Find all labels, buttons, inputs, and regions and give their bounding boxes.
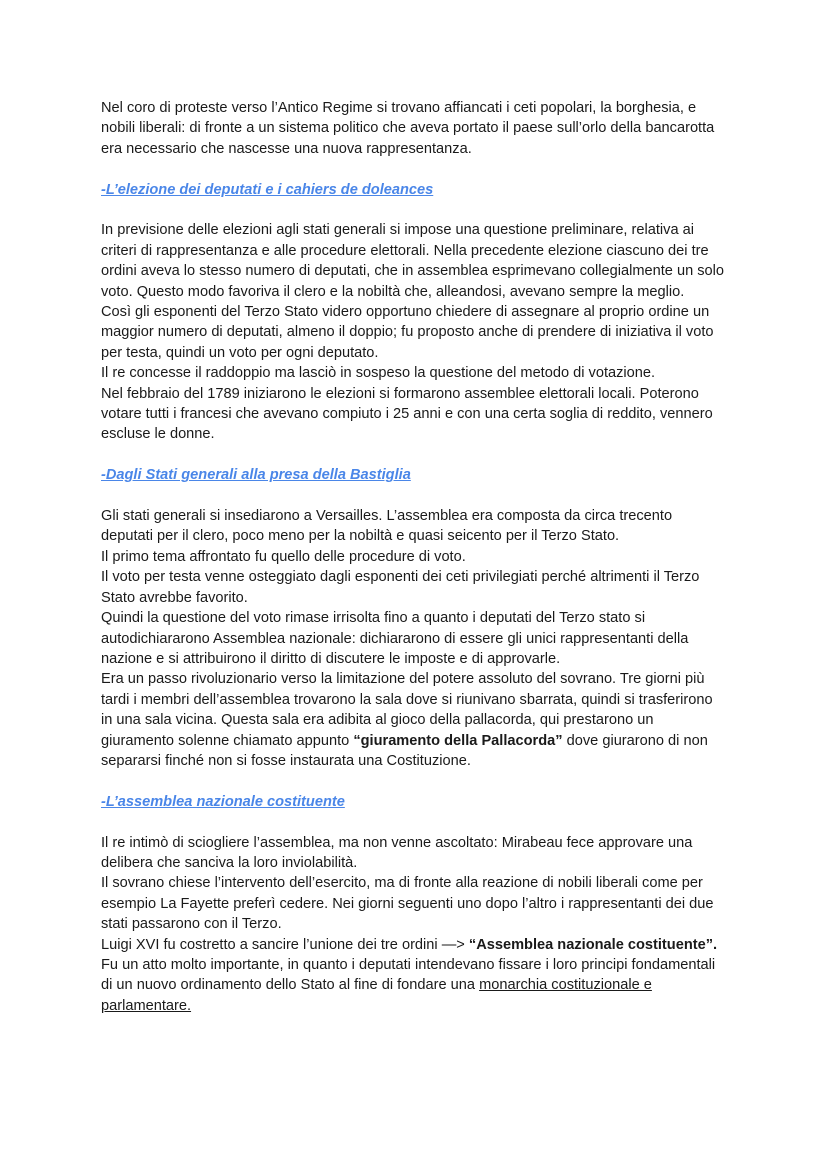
- bold-term-pallacorda: “giuramento della Pallacorda”: [353, 732, 563, 749]
- spacer: [101, 159, 728, 179]
- bold-term-assemblea: “Assemblea nazionale costituente”.: [468, 936, 718, 953]
- paragraph: Il voto per testa venne osteggiato dagli esponenti dei ceti privilegiati perché altrimenti il Terzo Stato avrebbe favorito.: [101, 569, 700, 606]
- paragraph: Quindi la questione del voto rimase irrisolta fino a quanto i deputati del Terzo stato si autodichiararono Assemblea nazionale: dichiararono di essere gli unici rappresentanti della nazione e si attribuirono il diritto di discutere le imposte e di approvarle.: [101, 610, 689, 667]
- spacer: [101, 200, 728, 220]
- paragraph: Il re concesse il raddoppio ma lasciò in sospeso la questione del metodo di votazione.: [101, 365, 656, 382]
- section-heading-stati-generali: -Dagli Stati generali alla presa della Bastiglia: [101, 467, 411, 484]
- paragraph: Il sovrano chiese l’intervento dell’esercito, ma di fronte alla reazione di nobili liberali come per esempio La Fayette preferì cedere. Nei giorni seguenti uno dopo l’altro i rappresentanti dei due stati passarono con il Terzo.: [101, 875, 714, 933]
- text-run: Fu un atto molto importante, in quanto i deputati intendevano fissare i loro principi fondamentali di un nuovo ordinamento dello Stato al fine di fondare una: [101, 956, 716, 994]
- text-run: dove giurarono di non separarsi finché non si fosse instaurata una Costituzione.: [101, 732, 708, 769]
- text-run: Luigi XVI fu costretto a sancire l’unione dei tre ordini —>: [101, 936, 469, 953]
- spacer: [101, 812, 728, 832]
- paragraph: Così gli esponenti del Terzo Stato videro opportuno chiedere di assegnare al proprio ordine un maggior numero di deputati, almeno il doppio; fu proposto anche di prendere di iniziativa il voto per testa, quindi un voto per ogni deputato.: [101, 304, 714, 361]
- paragraph: [101, 935, 728, 955]
- paragraph: Nel febbraio del 1789 iniziarono le elezioni si formarono assemblee elettorali locali. Poterono votare tutti i francesi che avevano compiuto i 25 anni e con una certa soglia di reddito, vennero escluse le donne.: [101, 385, 713, 443]
- paragraph: Il primo tema affrontato fu quello delle procedure di voto.: [101, 548, 466, 565]
- paragraph: [101, 955, 728, 1016]
- paragraph: In previsione delle elezioni agli stati generali si impose una questione preliminare, relativa ai criteri di rappresentanza e alle procedure elettorali. Nella precedente elezione ciascuno dei tre ordini aveva lo stesso numero di deputati, che in assemblea esprimevano collegialmente un solo voto. Questo modo favoriva il clero e la nobiltà che, alleandosi, avevano sempre la meglio.: [101, 222, 725, 300]
- text-run: Era un passo rivoluzionario verso la limitazione del potere assoluto del sovrano. Tre giorni più tardi i membri dell’assemblea trovarono la sala dove si riunivano sbarrata, quindi si trasferirono in una sala vicina. Questa sala era adibita al gioco della pallacorda, qui prestarono un giuramento solenne chiamato appunto: [101, 671, 713, 749]
- spacer: [101, 486, 728, 506]
- spacer: [101, 771, 728, 791]
- underlined-term-monarchia: monarchia costituzionale e parlamentare.: [101, 977, 652, 1014]
- section-heading-costituente: -L’assemblea nazionale costituente: [101, 793, 345, 810]
- paragraph: [101, 669, 728, 771]
- spacer: [101, 445, 728, 465]
- intro-paragraph: Nel coro di proteste verso l’Antico Regime si trovano affiancati i ceti popolari, la borghesia, e nobili liberali: di fronte a un sistema politico che aveva portato il paese sull’orlo della bancarotta era necessario che nascesse una nuova rappresentanza.: [101, 100, 715, 157]
- paragraph: Gli stati generali si insediarono a Versailles. L’assemblea era composta da circa trecento deputati per il clero, poco meno per la nobiltà e quasi seicento per il Terzo Stato.: [101, 508, 673, 545]
- paragraph: Il re intimò di sciogliere l’assemblea, ma non venne ascoltato: Mirabeau fece approvare una delibera che sanciva la loro inviolabilità.: [101, 834, 693, 871]
- section-heading-elezione: -L’elezione dei deputati e i cahiers de doleances: [101, 181, 434, 198]
